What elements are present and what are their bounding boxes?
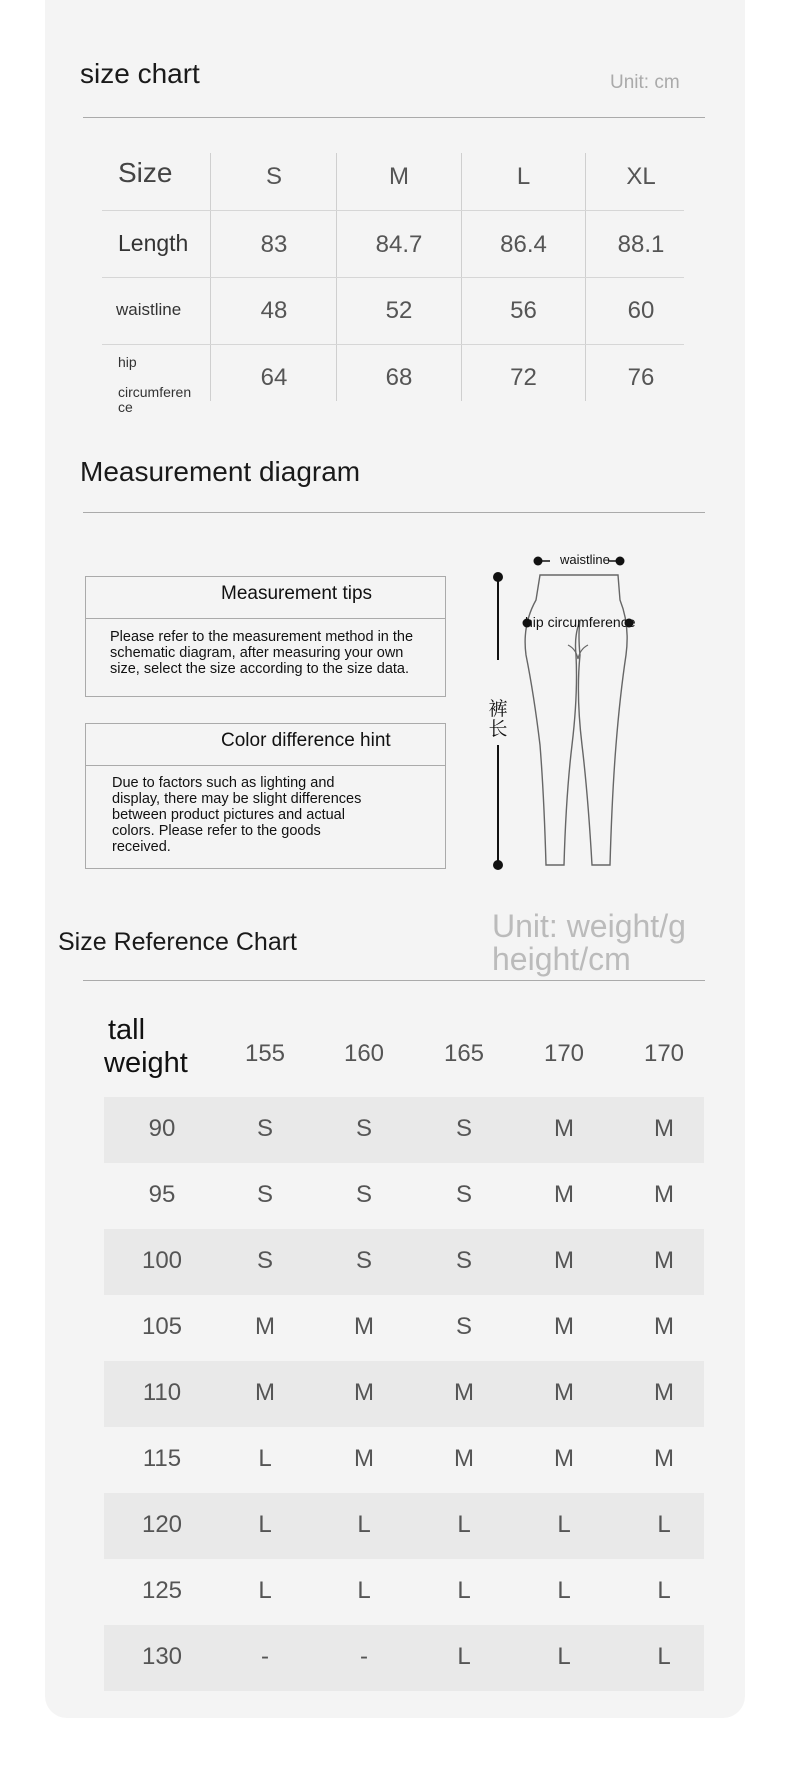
size-cell: - (360, 1643, 368, 1670)
hint-line: colors. Please refer to the goods (112, 823, 321, 839)
size-cell: S (455, 1115, 472, 1142)
size-cell: L (657, 1511, 671, 1538)
size-cell: M (654, 1379, 674, 1406)
size-cell: L (557, 1511, 571, 1538)
size-chart-divider (83, 117, 705, 118)
corner-weight: weight (104, 1047, 188, 1079)
size-header-l: L (516, 163, 531, 190)
corner-tall: tall (108, 1014, 146, 1046)
size-cell: L (657, 1577, 671, 1604)
length-dot-bottom (493, 860, 503, 870)
reference-divider (83, 980, 705, 981)
tip-line: size, select the size according to the size data. (110, 661, 410, 677)
size-cell: M (654, 1181, 674, 1208)
cell-value: 72 (510, 364, 537, 391)
row-label-circumference: circumferen (118, 384, 192, 400)
size-cell: L (457, 1577, 471, 1604)
cell-value: 83 (260, 231, 288, 258)
size-cell: S (355, 1247, 372, 1274)
size-cell: S (256, 1115, 273, 1142)
row-label-waistline: waistline (116, 300, 182, 319)
cell-value: 64 (260, 364, 288, 391)
size-header-label: Size (118, 157, 173, 188)
size-cell: - (261, 1643, 269, 1670)
reference-unit-line: height/cm (492, 941, 631, 977)
length-dot-top (493, 572, 503, 582)
measurement-title: Measurement diagram (80, 456, 361, 487)
hint-line: display, there may be slight differences (112, 791, 362, 807)
cell-value: 52 (385, 297, 413, 324)
measurement-tips-text (110, 629, 470, 677)
weight-cell: 90 (148, 1115, 176, 1142)
size-cell: M (354, 1445, 374, 1472)
size-cell: S (355, 1181, 372, 1208)
weight-cell: 120 (141, 1511, 183, 1538)
size-cell: S (355, 1115, 372, 1142)
size-header-s: S (265, 163, 282, 190)
size-header-m: M (389, 163, 409, 190)
cell-value: 60 (627, 297, 655, 324)
size-cell: M (654, 1445, 674, 1472)
cell-value: 88.1 (617, 231, 665, 258)
cell-value: 86.4 (500, 231, 547, 258)
weight-cell: 125 (141, 1577, 183, 1604)
size-cell: L (357, 1511, 371, 1538)
size-cell: M (654, 1313, 674, 1340)
height-header: 160 (343, 1040, 385, 1067)
reference-unit-line: Unit: weight/g (492, 908, 686, 944)
size-cell: M (354, 1379, 374, 1406)
row-label-length: Length (118, 230, 189, 256)
size-cell: M (255, 1313, 275, 1340)
weight-cell: 115 (142, 1445, 182, 1472)
size-cell: M (554, 1115, 574, 1142)
size-header-xl: XL (626, 163, 656, 190)
row-label-hip: hip (118, 354, 137, 370)
cell-value: 68 (385, 364, 413, 391)
size-chart-title: size chart (80, 58, 200, 89)
measurement-tips-title: Measurement tips (86, 577, 445, 619)
cell-value: 56 (510, 297, 537, 324)
size-chart-unit: Unit: cm (610, 72, 680, 93)
size-cell: L (657, 1643, 671, 1670)
size-cell: L (457, 1511, 471, 1538)
measurement-tips-box (85, 576, 446, 697)
size-cell: M (554, 1181, 574, 1208)
height-header: 170 (543, 1040, 585, 1067)
cell-value: 76 (627, 364, 655, 391)
size-cell: M (354, 1313, 374, 1340)
size-cell: L (258, 1577, 272, 1604)
hip-label: hip circumference (525, 614, 636, 630)
weight-cell: 95 (148, 1181, 176, 1208)
cell-value: 84.7 (375, 231, 423, 258)
weight-cell: 130 (141, 1643, 183, 1670)
cell-value: 48 (260, 297, 288, 324)
weight-cell: 100 (141, 1247, 183, 1274)
color-hint-box (85, 723, 446, 869)
size-cell: L (258, 1445, 272, 1472)
size-cell: S (256, 1181, 273, 1208)
size-cell: S (455, 1313, 472, 1340)
weight-cell: 110 (142, 1379, 182, 1406)
size-cell: S (455, 1247, 472, 1274)
color-hint-title: Color difference hint (86, 724, 445, 766)
size-table-hline (102, 277, 684, 278)
size-cell: L (557, 1577, 571, 1604)
size-cell: M (554, 1247, 574, 1274)
weight-cell: 105 (141, 1313, 183, 1340)
length-label: 裤长 (488, 699, 508, 740)
reference-corner-label (104, 1014, 188, 1080)
size-cell: S (455, 1181, 472, 1208)
tip-line: Please refer to the measurement method in the (110, 629, 414, 645)
size-cell: M (454, 1445, 474, 1472)
size-cell: L (457, 1643, 471, 1670)
hint-line: received. (112, 839, 171, 855)
size-cell: L (258, 1511, 272, 1538)
size-table-hline (102, 344, 684, 345)
height-header: 170 (643, 1040, 685, 1067)
size-cell: M (454, 1379, 474, 1406)
measurement-divider (83, 512, 705, 513)
tip-line: schematic diagram, after measuring your own (110, 645, 404, 661)
size-cell: M (654, 1247, 674, 1274)
height-header: 155 (244, 1040, 286, 1067)
reference-title: Size Reference Chart (58, 928, 298, 956)
size-cell: M (255, 1379, 275, 1406)
size-cell: M (654, 1115, 674, 1142)
size-cell: S (256, 1247, 273, 1274)
size-cell: L (357, 1577, 371, 1604)
size-cell: M (554, 1313, 574, 1340)
height-header: 165 (443, 1040, 485, 1067)
hint-line: between product pictures and actual (112, 807, 345, 823)
hint-line: Due to factors such as lighting and (112, 775, 335, 791)
reference-unit (492, 910, 686, 976)
size-cell: M (554, 1445, 574, 1472)
color-hint-text (112, 775, 432, 855)
size-cell: L (557, 1643, 571, 1670)
size-table-hline (102, 210, 684, 211)
crotch-seam (568, 645, 588, 659)
size-cell: M (554, 1379, 574, 1406)
row-label-circumference-tail: ce (118, 399, 133, 415)
waist-label: waistline (560, 552, 610, 567)
